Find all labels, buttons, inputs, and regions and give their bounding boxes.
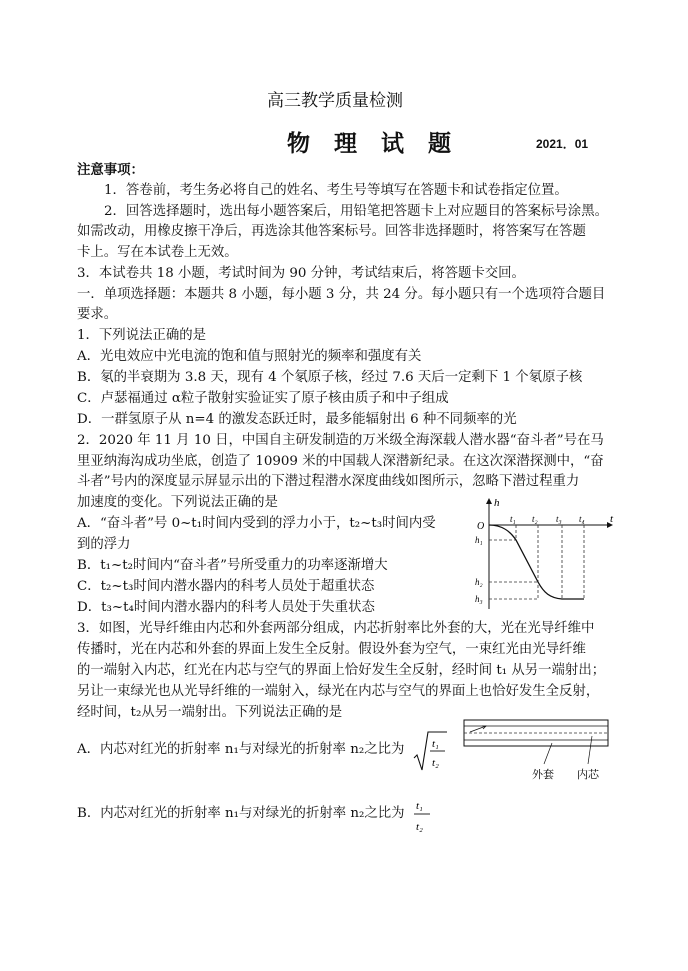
q1-option-d: D．一群氢原子从 n=4 的激发态跃迁时，最多能辐射出 6 种不同频率的光 (77, 412, 517, 427)
guide-lines (489, 525, 584, 599)
q3-stem-line5: 经时间，t₂从另一端射出。下列说法正确的是 (77, 705, 343, 720)
q2-stem-line4: 加速度的变化。下列说法正确的是 (77, 495, 278, 510)
note-item-1: 1．答卷前，考生务必将自己的姓名、考生号等填写在答题卡和试卷指定位置。 (104, 183, 568, 198)
q3-stem-line1: 3．如图，光导纤维由内芯和外套两部分组成，内芯折射率比外套的大，光在光导纤维中 (77, 621, 595, 636)
sqrt-fraction (412, 728, 448, 774)
frac-denominator: t₂ (432, 757, 439, 769)
note-item-2-line1: 2．回答选择题时，选出每小题答案后，用铅笔把答题卡上对应题目的答案标号涂黑。 (104, 204, 608, 219)
exam-title: 高三教学质量检测 (267, 91, 403, 111)
core-label: 内芯 (577, 768, 599, 781)
q2-option-d: D．t₃~t₄时间内潜水器内的科考人员处于失重状态 (77, 600, 375, 615)
t3-label: t₃ (556, 514, 562, 524)
light-ray (470, 726, 486, 732)
h3-label: h₃ (475, 594, 483, 604)
h1-label: h₁ (475, 535, 483, 545)
origin-label: O (477, 521, 485, 532)
frac-b-denominator: t₂ (416, 821, 423, 833)
exam-date: 2021．01 (536, 137, 589, 151)
outer-label: 外套 (532, 768, 554, 781)
h2-label: h₂ (475, 577, 483, 587)
q1-option-a: A．光电效应中光电流的饱和值与照射光的频率和强度有关 (77, 349, 422, 364)
q3-stem-line4: 另让一束绿光也从光导纤维的一端射入，绿光在内芯与空气的界面上也恰好发生全反射， (77, 684, 600, 699)
h-axis-label: h (494, 497, 500, 509)
section1-heading-line1: 一．单项选择题：本题共 8 小题，每小题 3 分，共 24 分。每小题只有一个选项符合题目 (77, 287, 606, 302)
note-item-2-line3: 卡上。写在本试卷上无效。 (77, 245, 238, 260)
q2-option-c: C．t₂~t₃时间内潜水器内的科考人员处于超重状态 (77, 579, 375, 594)
q3-stem-line3: 的一端射入内芯，红光在内芯与空气的界面上恰好发生全反射，经时间 t₁ 从另一端射出； (77, 663, 606, 678)
depth-curve (489, 525, 584, 599)
q3-option-a: A．内芯对红光的折射率 n₁与对绿光的折射率 n₂之比为 (77, 742, 405, 757)
q1-stem: 1．下列说法正确的是 (77, 328, 207, 343)
depth-time-graph (472, 495, 618, 613)
q1-option-c: C．卢瑟福通过 α粒子散射实验证实了原子核由质子和中子组成 (77, 391, 449, 406)
q2-stem-line1: 2．2020 年 11 月 10 日，中国自主研发制造的万米级全海深载人潜水器“奋斗者”号在马 (77, 433, 604, 448)
note-item-3: 3．本试卷共 18 小题，考试时间为 90 分钟，考试结束后，将答题卡交回。 (77, 266, 525, 281)
optical-fiber-diagram (462, 718, 612, 786)
q1-option-b: B．氡的半衰期为 3.8 天，现有 4 个氡原子核，经过 7.6 天后一定剩下 1 个氡原子核 (77, 370, 583, 385)
q3-option-b: B．内芯对红光的折射率 n₁与对绿光的折射率 n₂之比为 (77, 806, 405, 821)
q2-stem-line3: 斗者”号内的深度显示屏显示出的下潜过程潜水深度曲线如图所示，忽略下潜过程重力 (77, 474, 580, 489)
frac-numerator: t₁ (432, 738, 439, 750)
q2-stem-line2: 里亚纳海沟成功坐底，创造了 10909 米的中国载人深潜新纪录。在这次深潜探测中，“奋 (77, 454, 604, 469)
q2-option-a-line1: A．“奋斗者”号 0~t₁时间内受到的浮力小于，t₂~t₃时间内受 (77, 516, 436, 531)
q3-stem-line2: 传播时，光在内芯和外套的界面上发生全反射。假设外套为空气，一束红光由光导纤维 (77, 642, 586, 657)
notes-heading: 注意事项： (77, 162, 144, 178)
q2-option-a-line2: 到的浮力 (77, 537, 131, 552)
fraction-b (412, 795, 436, 837)
t2-label: t₂ (532, 514, 538, 524)
section1-heading-line2: 要求。 (77, 307, 118, 322)
frac-b-numerator: t₁ (416, 800, 423, 812)
t1-label: t₁ (510, 514, 516, 524)
t-axis-label: t (610, 513, 614, 525)
subject-title: 物 理 试 题 (287, 130, 460, 157)
q2-option-b: B．t₁~t₂时间内“奋斗者”号所受重力的功率逐渐增大 (77, 558, 388, 573)
note-item-2-line2: 如需改动，用橡皮擦干净后，再选涂其他答案标号。回答非选择题时，将答案写在答题 (77, 224, 586, 239)
t4-label: t₄ (579, 514, 585, 524)
